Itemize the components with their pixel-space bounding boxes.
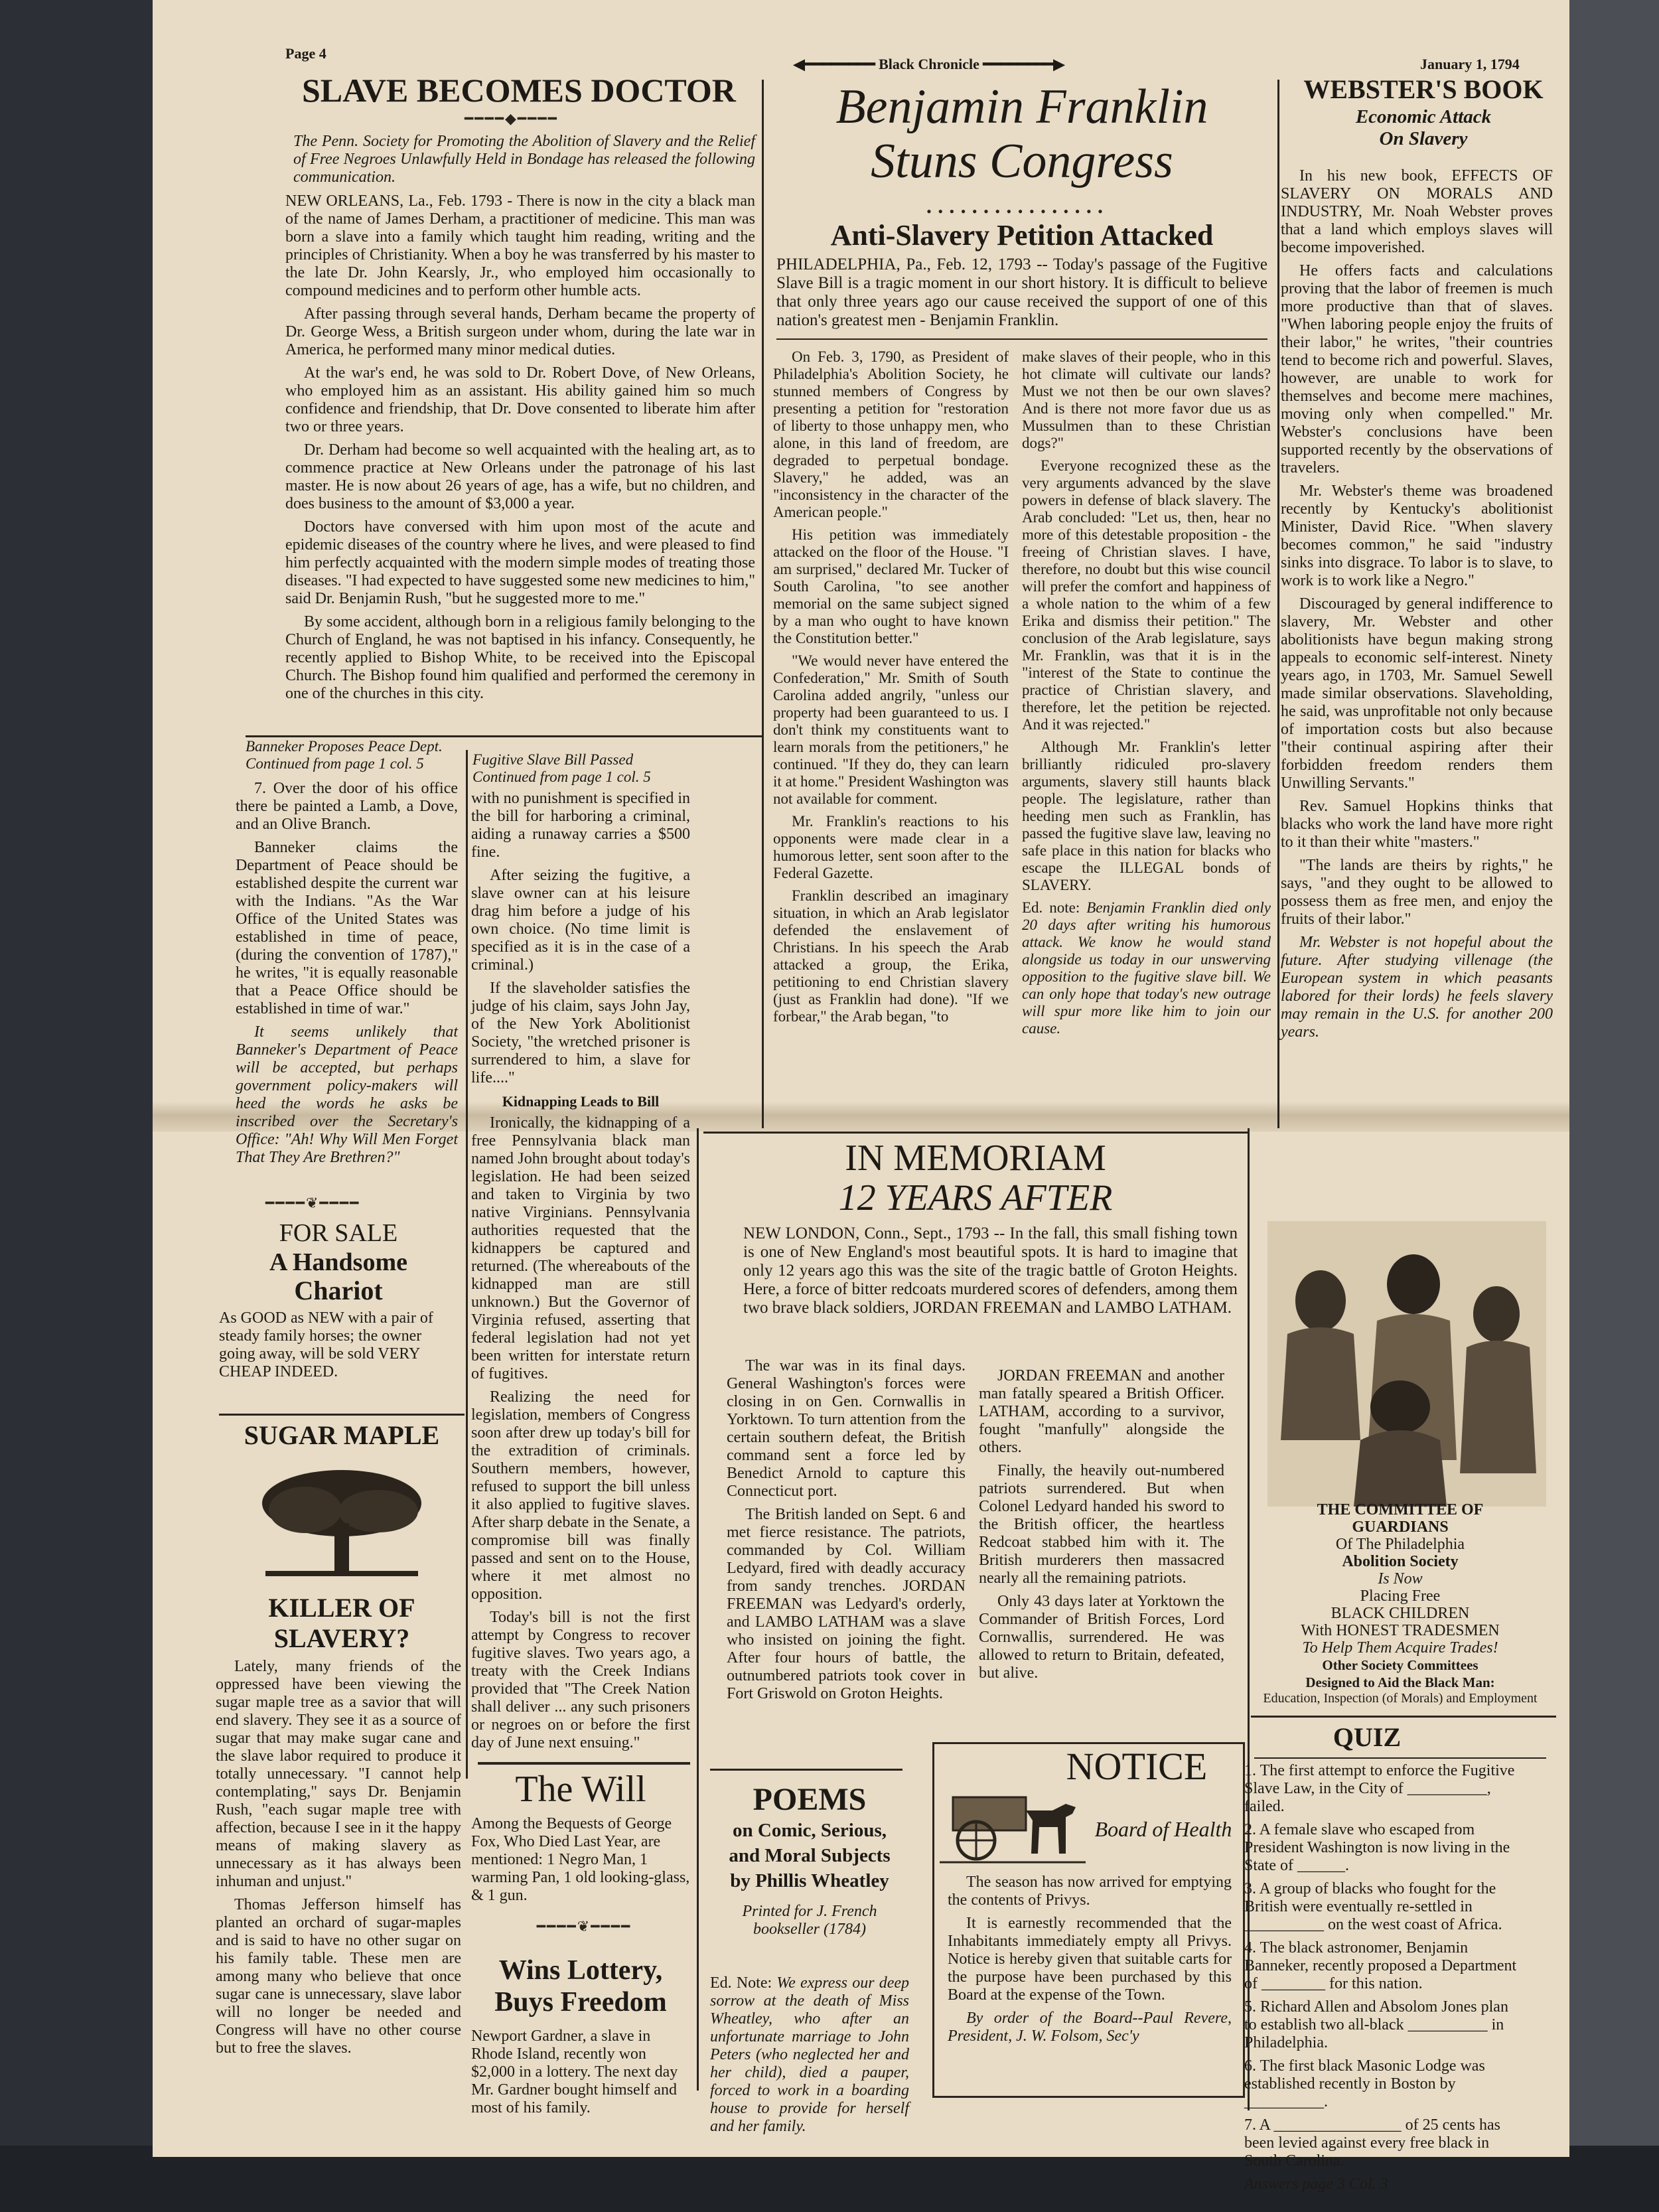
poems-printed-2: bookseller (1784) <box>753 1921 866 1938</box>
franklin-col-2 <box>1022 348 1271 1043</box>
for-sale-text: As GOOD as NEW with a pair of steady family horses; the owner going away, will be sold VERY CHEAP INDEED. <box>219 1309 433 1380</box>
paragraph: Everyone recognized these as the very arguments advanced by the slave powers in defense of black slavery. The Arab concluded: "Let us, then, hear no more of this detestable proposition - the freeing of Christian slaves. I have, therefore, no doubt but this wise council will prefer the comfort and happiness of a whole nation to the whim of a few Erika and dismiss their petition." The conclusion of the Arab legislature, says Mr. Franklin, was that it is in the "interest of the State to continue the practice of Christian slavery, and therefore, let the petition be rejected. And it was rejected." <box>1022 457 1271 733</box>
paragraph: NEW ORLEANS, La., Feb. 1793 - There is now in the city a black man of the name of James Derham, a practitioner of medicine. This man was born a slave into a family which taught him reading, writing and the principles of Christianity. When a boy he was transferred by his master to the late Dr. John Kearsly, Jr., who employed him occasionally to compound medicines and to perform other humble acts. <box>285 192 755 299</box>
notice-head: NOTICE <box>1066 1745 1208 1788</box>
quiz-item: 3. A group of blacks who fought for the British were eventually re-settled in __________ on the west coast of Africa. <box>1244 1880 1502 1933</box>
notice-signature: By order of the Board--Paul Revere, President, J. W. Folsom, Sec'y <box>948 2010 1232 2045</box>
paragraph: Finally, the heavily out-numbered patriots surrendered. But when Colonel Ledyard handed his sword to the British officer, the heartless Redcoat stabbed him with it. The British murderers then massacred nearly all the remaining patriots. <box>979 1462 1224 1587</box>
lottery-head-2: Buys Freedom <box>494 1987 667 2018</box>
franklin-headline <box>776 80 1267 188</box>
continuation-title: Banneker Proposes Peace Dept. <box>246 738 443 755</box>
notice-box <box>932 1742 1245 2098</box>
slave-doctor-body <box>285 192 755 708</box>
ed-note <box>1022 899 1271 1037</box>
memoriam-head <box>703 1138 1248 1218</box>
paragraph: At the war's end, he was sold to Dr. Robert Dove, of New Orleans, who employed him as an assistant. His ability gained him so much confidence and friendship, that Dr. Dove consented to liberate him after two or three years. <box>285 364 755 435</box>
franklin-lead <box>776 256 1267 335</box>
paragraph: The season has now arrived for emptying the contents of Privys. <box>948 1874 1232 1909</box>
paragraph: The war was in its final days. General Washington's forces were closing in on Gen. Cornwallis in Yorktown. To turn attention from the certain southern defeat, the British command sent a force led by Benedict Arnold to capture this Connecticut port. <box>727 1357 966 1500</box>
franklin-headline-line-1: Benjamin Franklin <box>835 80 1208 134</box>
continuation-title: Fugitive Slave Bill Passed <box>472 751 634 768</box>
paragraph: The British landed on Sept. 6 and met fierce resistance. The patriots, commanded by Col. William Ledyard, fired with deadly accuracy from sandy trenches. JORDAN FREEMAN was Ledyard's orderly, and LAMBO LATHAM was a slave who insisted on joining the fight. After four hours of battle, the outnumbered patriots took cover in Fort Griswold on Groton Heights. <box>727 1506 966 1702</box>
fugitive-continuation <box>472 751 751 786</box>
lottery-body: Newport Gardner, a slave in Rhode Island, recently won $2,000 in a lottery. The next day Mr. Gardner bought himself and most of his family. <box>471 2028 678 2116</box>
poems-sub-1: on Comic, Serious, <box>733 1820 887 1841</box>
paragraph: He offers facts and calculations proving that the labor of freemen is much more productive than that of slaves. "When laboring people enjoy the fruits of their labor," he writes, "their countries tend to become rich and powerful. Slaves, however, are unable to work for themselves and become mere machines, moving only when compelled." Mr. Webster's conclusions have been supported recently by the observations of travelers. <box>1281 262 1553 477</box>
paragraph: Doctors have conversed with him upon most of the acute and epidemic diseases of the country where he lives, and were pleased to find him perfectly acquainted with the modern simple modes of treating those diseases. "I had expected to have suggested some new medicines to him," said Dr. Benjamin Rush, "but he suggested more to me." <box>285 518 755 607</box>
paragraph: with no punishment is specified in the bill for harboring a criminal, aiding a runaway carries a $500 fine. <box>471 790 690 861</box>
issue-date: January 1, 1794 <box>1420 56 1520 72</box>
page-number: Page 4 <box>285 45 326 62</box>
killer-line-2: SLAVERY? <box>273 1623 410 1653</box>
column-rule <box>697 1128 699 2091</box>
ed-note-text: We express our deep sorrow at the death of Miss Wheatley, who after an unfortunate marriage to John Peters (who neglected her and her child), died a pauper, forced to work in a boarding house to provide for herself and her family. <box>710 1974 910 2135</box>
paragraph: Dr. Derham had become so well acquainted with the healing art, as to commence practice at New Orleans under the patronage of his last master. He is now about 26 years of age, has a wife, but no children, and does business to the amount of $3,000 a year. <box>285 441 755 512</box>
slave-doctor-headline: SLAVE BECOMES DOCTOR <box>302 72 736 109</box>
ed-note-text: Benjamin Franklin died only 20 days after writing his humorous attack. We know he would stand alongside us today in our unswerving opposition to the fugitive slave bill. We can only hope that today's new outrage will spur more like him to join our cause. <box>1022 899 1271 1037</box>
franklin-subhead: Anti-Slavery Petition Attacked <box>830 219 1214 252</box>
memoriam-head-2: 12 YEARS AFTER <box>838 1177 1113 1218</box>
committee-line: THE COMMITTEE OF <box>1317 1501 1484 1518</box>
will-head: The Will <box>515 1769 646 1810</box>
lottery-head <box>471 1954 690 2018</box>
quiz-body <box>1244 1762 1520 2193</box>
webster-subhead-2: On Slavery <box>1379 128 1468 149</box>
guardians-illustration <box>1267 1221 1546 1507</box>
section-divider <box>246 735 762 737</box>
continuation-ref: Continued from page 1 col. 5 <box>472 769 651 785</box>
fugitive-body <box>471 790 690 1757</box>
for-sale-title-2: Chariot <box>294 1276 383 1305</box>
continuation-ref: Continued from page 1 col. 5 <box>246 755 424 772</box>
sugar-maple-head: SUGAR MAPLE <box>244 1420 440 1450</box>
quiz-head: QUIZ <box>1333 1722 1402 1752</box>
paragraph: "We would never have entered the Confederation," Mr. Smith of South Carolina added angrily, "unless our property had been guaranteed to us. I don't think my constituents want to learn morals from the petitioners," he continued. "If they do, they can learn it at home." President Washington was not available for comment. <box>773 652 1009 807</box>
quiz-item: 5. Richard Allen and Absolom Jones plan to establish two all-black __________ in Philadelphia. <box>1244 1998 1508 2051</box>
committee-ad <box>1254 1501 1546 1706</box>
ed-note <box>710 1974 909 2136</box>
committee-line: Other Society Committees <box>1322 1657 1479 1673</box>
section-divider <box>219 1414 465 1416</box>
paragraph: On Feb. 3, 1790, as President of Philadelphia's Abolition Society, he stunned members of Congress by presenting a petition for "restoration of liberty to those unhappy men, who alone, in this land of freedom, are degraded to perpetual bondage. Slavery," he added, was an "inconsistency in the character of the American people." <box>773 348 1009 520</box>
memoriam-col-2 <box>979 1367 1224 1688</box>
quiz-answers-ref: Answers page 3 Col. 3 <box>1244 2175 1388 2193</box>
masthead-ornament-right: ━━━━━━━━▶ <box>979 56 1065 72</box>
quiz-item: 1. The first attempt to enforce the Fugitive Slave Law, in the City of __________, failed. <box>1244 1762 1515 1815</box>
privy-cart-illustration <box>940 1784 1086 1870</box>
for-sale-title-1: A Handsome <box>269 1248 407 1276</box>
section-divider <box>703 1132 1248 1134</box>
notice-body <box>948 1874 1232 2051</box>
paper-name <box>697 56 1161 73</box>
committee-line: BLACK CHILDREN <box>1331 1605 1470 1622</box>
masthead-ornament-left: ◀━━━━━━━━ <box>793 56 879 72</box>
divider-ornament: ━━━━❦━━━━ <box>536 1918 632 1935</box>
paragraph: Today's bill is not the first attempt by Congress to recover fugitive slaves. Two years ago, a treaty with the Creek Indians provided that "The Creek Nation shall deliver ... any such prisoners or negroes on or before the first day of June next ensuing." <box>471 1609 690 1751</box>
intro-text: The Penn. Society for Promoting the Abolition of Slavery and the Relief of Free Negroes Unlawfully Held in Bondage has released the following communication. <box>293 133 755 186</box>
paragraph: Realizing the need for legislation, members of Congress soon after drew up today's bill for the extradition of criminals. Southern members, however, refused to support the bill unless it also applied to fugitive slaves. After sharp debate in the Senate, a compromise bill was finally passed and sent on to the House, where it met almost no opposition. <box>471 1388 690 1603</box>
paragraph: Thomas Jefferson himself has planted an orchard of sugar-maples and is said to have no other sugar on his family table. These men are among many who believe that once sugar cane is unnecessary, slave labor will no longer be needed and Congress will have no other course but to free the slaves. <box>216 1896 461 2057</box>
paragraph: After passing through several hands, Derham became the property of Dr. George Wess, a British surgeon under whom, during the late war in America, he performed many minor medical duties. <box>285 305 755 358</box>
ed-note-label: Ed. note: <box>1022 899 1080 916</box>
table-surface-left <box>0 0 153 2212</box>
kidnapping-subhead: Kidnapping Leads to Bill <box>502 1093 660 1110</box>
board-of-health: Board of Health <box>1094 1817 1232 1841</box>
column-rule <box>466 750 468 1779</box>
ed-note-label: Ed. Note: <box>710 1974 772 1992</box>
headline-ornament: • • • • • • • • • • • • • • • • <box>926 203 1104 220</box>
maple-tree-illustration <box>252 1463 431 1586</box>
paragraph: make slaves of their people, who in this hot climate will cultivate our lands? Must we not then be our own slaves? And is there not more favor due us as Mussulmen than to these Christian dogs?" <box>1022 348 1271 451</box>
paragraph: Ironically, the kidnapping of a free Pennsylvania black man named John brought about today's legislation. He had been seized and taken to Virginia by two native Virginians. Pennsylvania authorities requested that the kidnappers be captured and returned. (The whereabouts of the kidnapped man are still unknown.) But the Governor of Virginia refused, asserting that federal legislation had not yet been written for interstate return of fugitives. <box>471 1114 690 1382</box>
killer-of-slavery-head <box>219 1593 465 1654</box>
webster-body <box>1281 167 1553 1047</box>
for-sale-label: FOR SALE <box>279 1219 398 1247</box>
paragraph: It seems unlikely that Banneker's Department of Peace will be accepted, but perhaps government policy-makers will heed the words he asks be inscribed over the Secretary's Office: "Ah! Why Will Men Forget That They Are Brethren?" <box>236 1023 458 1166</box>
poems-ad <box>703 1782 916 1939</box>
lead-text: PHILADELPHIA, Pa., Feb. 12, 1793 -- Today's passage of the Fugitive Slave Bill is a tragic moment in our short history. It is difficult to believe that only three years ago our cause received the support of one of this nation's greatest men - Benjamin Franklin. <box>776 256 1267 329</box>
memoriam-lead <box>743 1224 1238 1323</box>
quiz-item: 7. A ________________ of 25 cents has been levied against every free black in South Carolina. <box>1244 2116 1500 2170</box>
section-divider <box>478 1762 690 1765</box>
committee-line: Is Now <box>1378 1570 1423 1587</box>
lottery-head-1: Wins Lottery, <box>498 1955 663 1986</box>
paragraph: In his new book, EFFECTS OF SLAVERY ON MORALS AND INDUSTRY, Mr. Noah Webster proves that a land which employs slaves will become impoverished. <box>1281 167 1553 256</box>
paragraph: Banneker claims the Department of Peace should be established despite the current war with the Indians. "As the War Office of the United States was established in time of peace, (during the convention of 1787)," he writes, "it is equally reasonable that a Peace Office should be established in time of war." <box>236 839 458 1017</box>
paragraph: Rev. Samuel Hopkins thinks that blacks who work the land have more right to it than their white "masters." <box>1281 798 1553 851</box>
webster-headline: WEBSTER'S BOOK <box>1303 74 1544 104</box>
poems-ed-note <box>710 1974 909 2141</box>
quiz-item: 6. The first black Masonic Lodge was established recently in Boston by __________. <box>1244 2057 1485 2110</box>
paragraph: 7. Over the door of his office there be painted a Lamb, a Dove, and an Olive Branch. <box>236 780 458 833</box>
slave-doctor-intro <box>293 133 755 192</box>
paragraph: Although Mr. Franklin's letter brilliantly ridiculed pro-slavery arguments, slavery still haunts black people. The legislature, rather than heeding men such as Franklin, has passed the fugitive slave law, leaving no safe place in this nation for blacks who escape the ILLEGAL bonds of SLAVERY. <box>1022 739 1271 893</box>
column-rule <box>1277 80 1279 1128</box>
paragraph: Mr. Webster is not hopeful about the future. After studying villenage (the European system in which peasants labored for their lords) he feels slavery may remain in the U.S. for another 200 years. <box>1281 934 1553 1041</box>
committee-line: With HONEST TRADESMEN <box>1301 1622 1500 1639</box>
paragraph: If the slaveholder satisfies the judge of his claim, says John Jay, of the New York Abolitionist Society, "the wretched prisoner is surrendered to him, a slave for life...." <box>471 980 690 1086</box>
lead-divider <box>776 338 1267 340</box>
column-rule <box>762 80 764 1128</box>
paragraph: After seizing the fugitive, a slave owner can at his leisure drag him before a judge of his own choice. (No time limit is specified as it is in the case of a criminal.) <box>471 867 690 974</box>
poems-printed-1: Printed for J. French <box>742 1903 877 1920</box>
committee-line: Abolition Society <box>1342 1553 1459 1570</box>
paragraph: It is earnestly recommended that the Inhabitants immediately empty all Privys. Notice is hereby given that suitable carts for the purpose have been purchased by this Board at the expense of the Town. <box>948 1915 1232 2004</box>
newspaper-page <box>153 0 1569 2193</box>
section-divider <box>710 1769 902 1771</box>
committee-line: To Help Them Acquire Trades! <box>1302 1639 1498 1657</box>
poems-head: POEMS <box>753 1782 867 1817</box>
paragraph: Franklin described an imaginary situation, in which an Arab legislator defended the enslavement of Christians. In his speech the Arab attacked a group, the Erika, petitioning to end Christian slavery (just as Franklin had done). "If we forbear," the Arab began, "to <box>773 887 1009 1025</box>
paragraph: Mr. Webster's theme was broadened recently by Kentucky's abolitionist Minister, David Rice. "When slavery becomes common," he said "industry sinks into disgrace. To labor is to slave, to work is to work like a Negro." <box>1281 482 1553 589</box>
quiz-underline <box>1254 1757 1546 1759</box>
paragraph: "The lands are theirs by rights," he says, "and they ought to be allowed to possess them as free men, and enjoy the fruits of their labor." <box>1281 857 1553 928</box>
webster-subhead-1: Economic Attack <box>1355 106 1492 127</box>
paragraph: By some accident, although born in a religious family belonging to the Church of England, he was not baptised in his infancy. Consequently, he recently applied to Bishop White, to be received into the Episcopal Church. The Bishop found him qualified and performed the ceremony in one of the churches in this city. <box>285 613 755 702</box>
for-sale-ad <box>219 1218 458 1381</box>
sugar-maple-body <box>216 1658 461 2063</box>
quiz-item: 4. The black astronomer, Benjamin Banneker, recently proposed a Department of ________ for this nation. <box>1244 1939 1517 1992</box>
poems-sub-2: and Moral Subjects <box>729 1845 891 1866</box>
paragraph: Discouraged by general indifference to slavery, Mr. Webster and other abolitionists have begun making strong appeals to economic self-interest. Ninety years ago, in 1703, Mr. Samuel Sewell made similar observations. Slaveholding, he said, was unprofitable not only because of importation costs but also because "their continual aspiring after their forbidden freedom renders them Unwilling Servants." <box>1281 595 1553 792</box>
memoriam-col-1 <box>727 1357 966 1708</box>
paragraph: His petition was immediately attacked on the floor of the House. "I am surprised," declared Mr. Tucker of South Carolina, "to see another memorial on the same subject signed by a man who ought to have known the Constitution better." <box>773 526 1009 646</box>
memoriam-head-1: IN MEMORIAM <box>845 1138 1106 1179</box>
poems-sub-3: by Phillis Wheatley <box>730 1870 889 1891</box>
franklin-headline-line-2: Stuns Congress <box>871 134 1173 188</box>
headline-ornament: ━━━━◆━━━━ <box>465 110 558 127</box>
paper-name-text: Black Chronicle <box>879 56 979 72</box>
quiz-item: 2. A female slave who escaped from President Washington is now living in the State of ______. <box>1244 1821 1510 1874</box>
committee-line: Of The Philadelphia <box>1335 1536 1465 1553</box>
killer-line-1: KILLER OF <box>268 1593 415 1623</box>
paragraph: JORDAN FREEMAN and another man fatally speared a British Officer. LATHAM, according to a survivor, fought "manfully" alongside the others. <box>979 1367 1224 1456</box>
section-divider <box>1251 1716 1556 1718</box>
banneker-continuation <box>246 738 458 773</box>
divider-ornament: ━━━━❦━━━━ <box>265 1195 360 1211</box>
committee-line: Placing Free <box>1360 1587 1441 1605</box>
committee-line: GUARDIANS <box>1352 1518 1449 1536</box>
webster-subhead <box>1284 106 1563 150</box>
paragraph: Only 43 days later at Yorktown the Commander of British Forces, Lord Cornwallis, surrendered. He was allowed to return to Britain, defeated, but alive. <box>979 1593 1224 1682</box>
paragraph: Lately, many friends of the oppressed have been viewing the sugar maple tree as a savior that will end slavery. They see it as a source of sugar that may make sugar cane and the slave labor required to produce it totally unnecessary. "I cannot help contemplating," says Dr. Benjamin Rush, "each sugar maple tree with affection, because I see in it the happy means of making slavery as unnecessary as it has always been inhuman and unjust." <box>216 1658 461 1890</box>
paragraph: Mr. Franklin's reactions to his opponents were made clear in a humorous letter, sent soon after to the Federal Gazette. <box>773 813 1009 881</box>
committee-line: Education, Inspection (of Morals) and Employment <box>1263 1691 1538 1706</box>
will-body: Among the Bequests of George Fox, Who Died Last Year, are mentioned: 1 Negro Man, 1 warming Pan, 1 old looking-glass, & 1 gun. <box>471 1815 690 1904</box>
franklin-col-1 <box>773 348 1009 1031</box>
banneker-body <box>236 780 458 1172</box>
committee-line: Designed to Aid the Black Man: <box>1305 1674 1495 1690</box>
lead-text: NEW LONDON, Conn., Sept., 1793 -- In the fall, this small fishing town is one of New England's most beautiful spots. It is hard to imagine that only 12 years ago this was the site of the tragic battle of Groton Heights. Here, a force of bitter redcoats murdered scores of defenders, among them two brave black soldiers, JORDAN FREEMAN and LAMBO LATHAM. <box>743 1224 1238 1317</box>
